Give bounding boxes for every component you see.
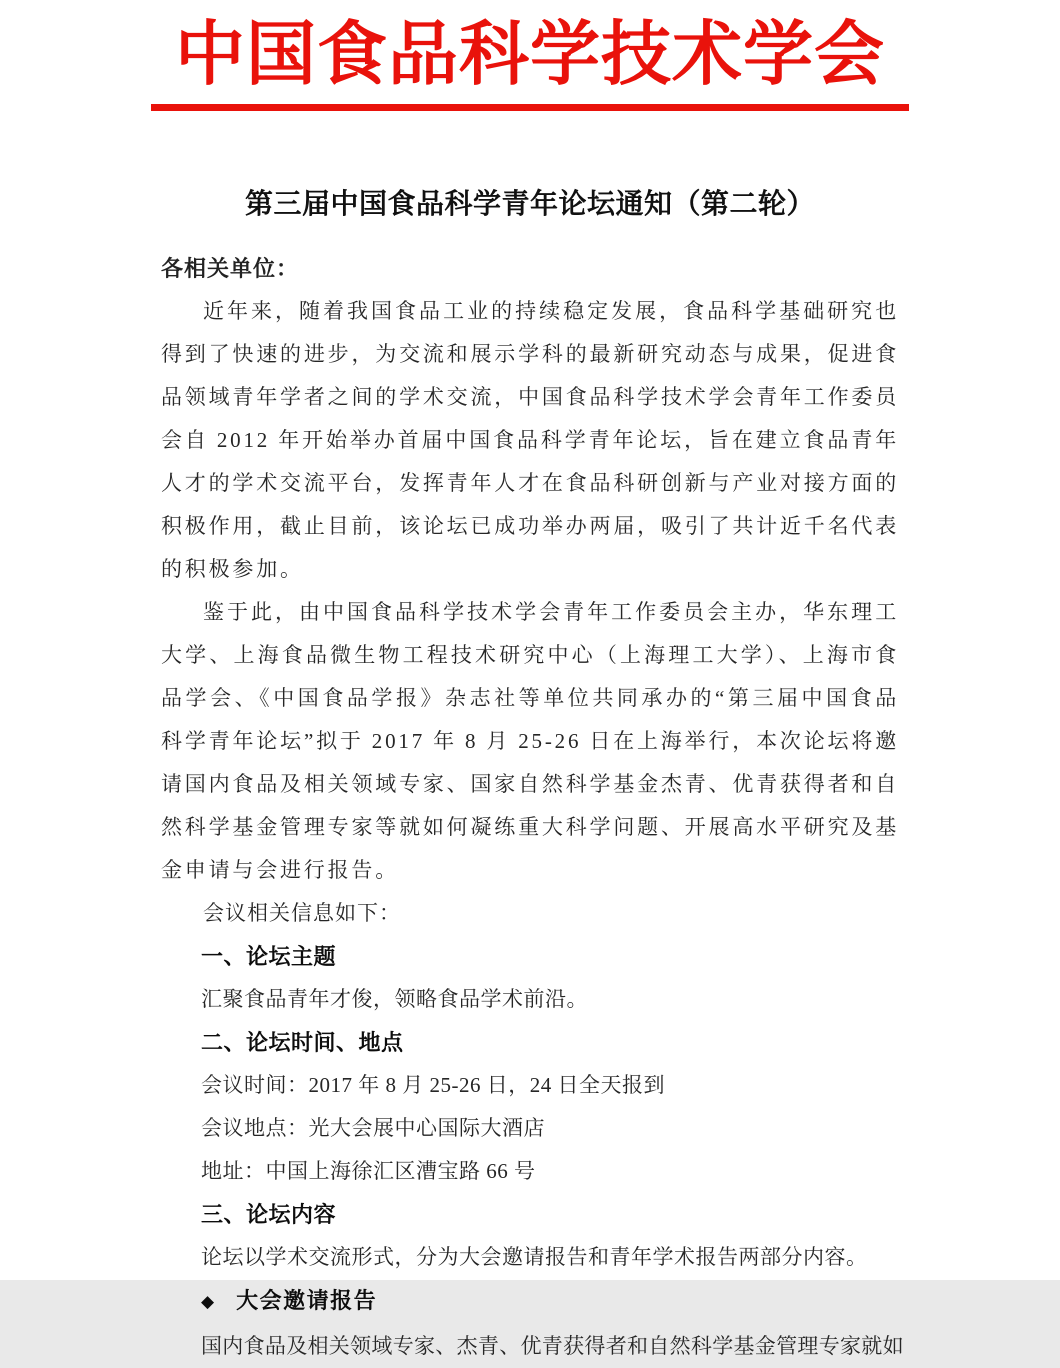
section-heading-time-place: 二、论坛时间、地点 xyxy=(201,1030,404,1055)
letterhead xyxy=(0,0,1060,111)
section-heading-theme: 一、论坛主题 xyxy=(201,944,337,969)
subsection-invited-reports xyxy=(201,1279,899,1325)
salutation: 各相关单位： xyxy=(161,256,300,281)
meeting-time-line: 会议时间：2017 年 8 月 25-26 日，24 日全天报到 xyxy=(201,1073,665,1097)
paragraph-background: 近年来，随着我国食品工业的持续稳定发展，食品科学基础研究也得到了快速的进步，为交流和展示学科的最新研究动态与成果，促进食品领域青年学者之间的学术交流，中国食品科学技术学会青年工作委员会自 2012 年开始举办首届中国食品科学青年论坛，旨在建立食品青年人才的学术交流平台，发挥青年人才在食品科研创新与产业对接方面的积极作用，截止目前，该论坛已成功举办两届，吸引了共计近千名代表的积极参加。 xyxy=(161,299,899,581)
meeting-address-line: 地址：中国上海徐汇区漕宝路 66 号 xyxy=(201,1159,536,1183)
section-theme-text: 汇聚食品青年才俊，领略食品学术前沿。 xyxy=(201,987,588,1011)
document-title: 第三届中国食品科学青年论坛通知（第二轮） xyxy=(244,188,815,219)
section-heading-content: 三、论坛内容 xyxy=(201,1202,337,1227)
subsection-paragraph-first-line: 国内食品及相关领域专家、杰青、优青获得者和自然科学基金管理专家就如 xyxy=(201,1334,904,1358)
paragraph-info-intro: 会议相关信息如下： xyxy=(203,901,401,925)
section-content-text: 论坛以学术交流形式，分为大会邀请报告和青年学术报告两部分内容。 xyxy=(201,1245,868,1269)
subsection-heading: 大会邀请报告 xyxy=(236,1288,378,1313)
document-body xyxy=(161,247,904,1368)
diamond-bullet-icon: ◆ xyxy=(201,1292,215,1312)
letterhead-org-name: 中国食品科学技术学会 xyxy=(175,17,885,94)
sections-block xyxy=(161,935,904,1368)
letterhead-divider xyxy=(151,104,909,111)
paragraph-organizers: 鉴于此，由中国食品科学技术学会青年工作委员会主办，华东理工大学、上海食品微生物工程技术研究中心（上海理工大学）、上海市食品学会、《中国食品学报》杂志社等单位共同承办的“第三届中国食品科学青年论坛”拟于 2017 年 8 月 25-26 日在上海举行，本次论坛将邀请国内食品及相关领域专家、国家自然科学基金杰青、优青获得者和自然科学基金管理专家等就如何凝练重大科学问题、开展高水平研究及基金申请与会进行报告。 xyxy=(161,600,899,882)
meeting-place-line: 会议地点：光大会展中心国际大酒店 xyxy=(201,1116,545,1140)
